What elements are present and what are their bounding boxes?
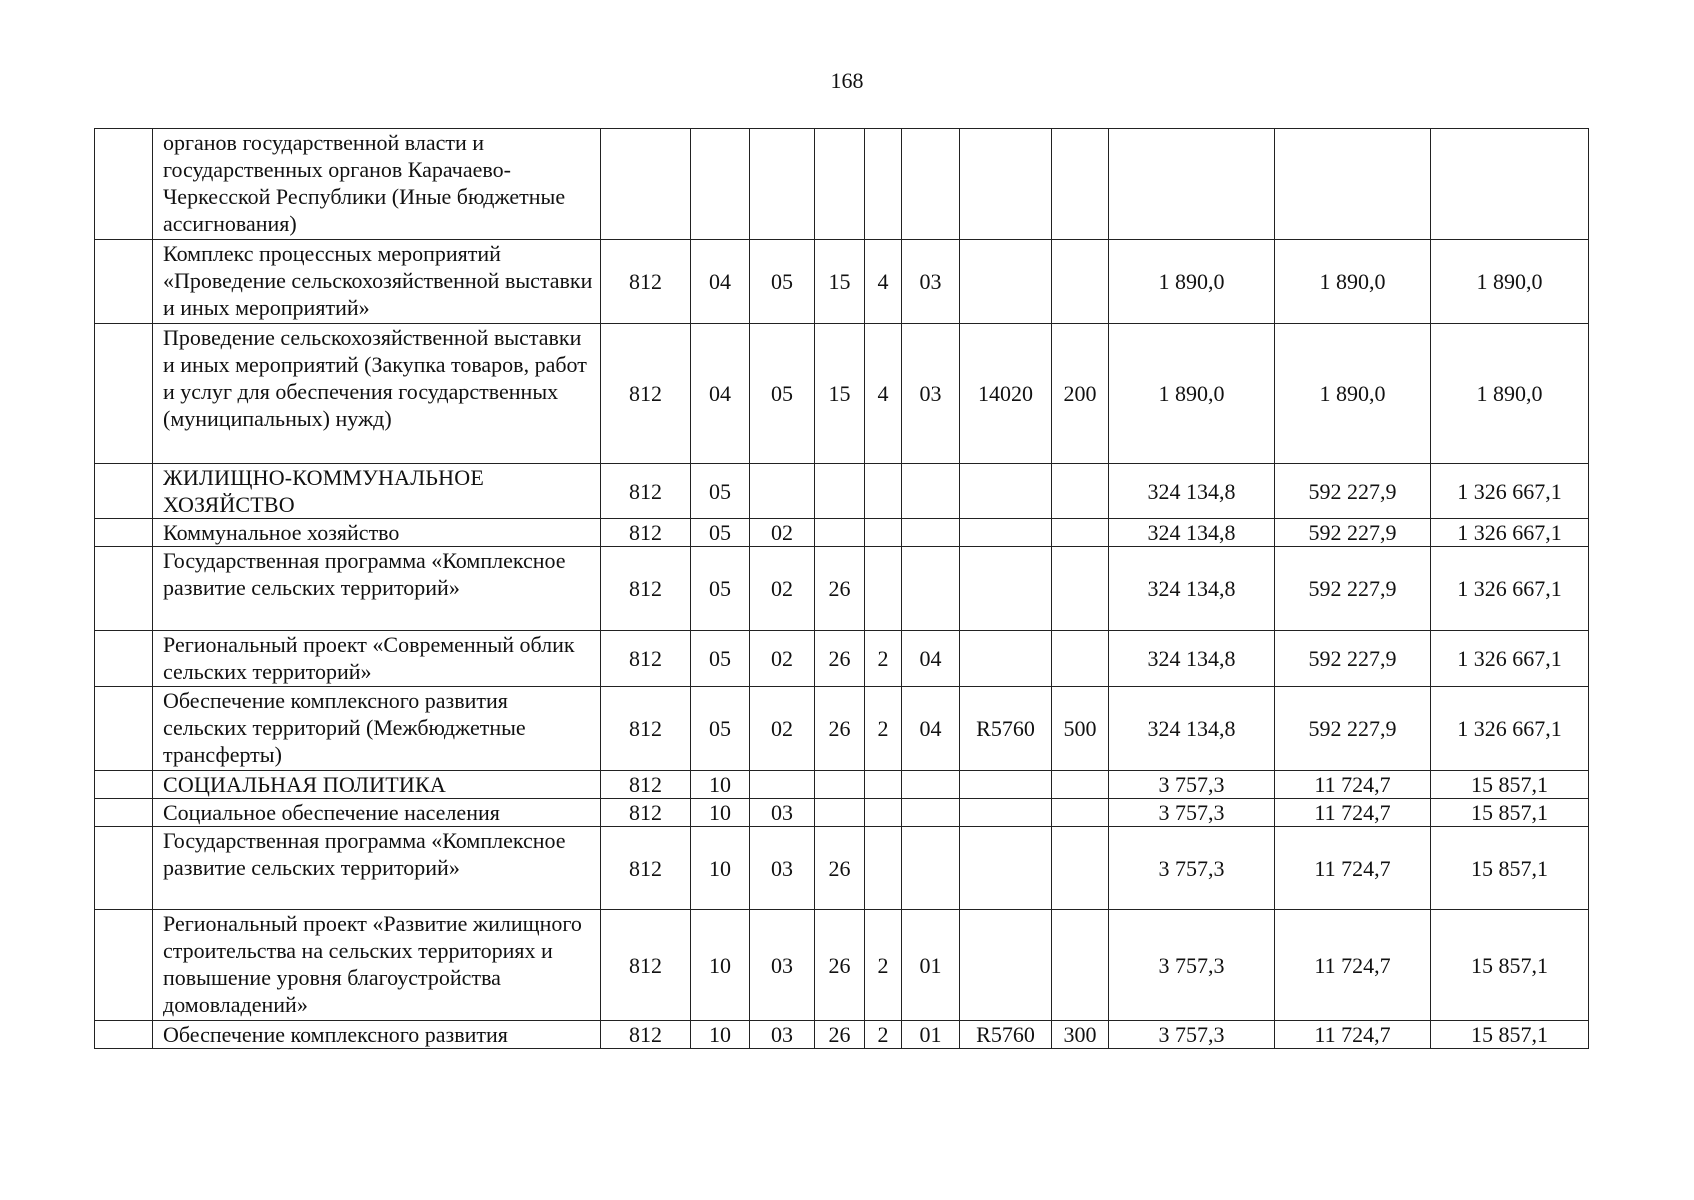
event-code: 04 bbox=[902, 631, 960, 687]
amount-year-3: 1 326 667,1 bbox=[1431, 631, 1589, 687]
program-code: 26 bbox=[815, 631, 865, 687]
amount-year-3: 1 326 667,1 bbox=[1431, 519, 1589, 547]
subsection-code: 05 bbox=[750, 240, 815, 324]
amount-year-2: 592 227,9 bbox=[1275, 547, 1431, 631]
section-code: 10 bbox=[691, 910, 750, 1021]
amount-year-1 bbox=[1109, 129, 1275, 240]
direction-code bbox=[960, 827, 1052, 910]
amount-year-2: 11 724,7 bbox=[1275, 799, 1431, 827]
program-code: 26 bbox=[815, 547, 865, 631]
section-code: 05 bbox=[691, 519, 750, 547]
amount-year-1: 324 134,8 bbox=[1109, 631, 1275, 687]
budget-table bbox=[94, 128, 1589, 1049]
event-code: 01 bbox=[902, 1021, 960, 1049]
subprogram-code bbox=[865, 799, 902, 827]
row-name: Социальное обеспечение населения bbox=[153, 799, 601, 827]
direction-code bbox=[960, 519, 1052, 547]
ministry-code: 812 bbox=[601, 547, 691, 631]
amount-year-1: 3 757,3 bbox=[1109, 910, 1275, 1021]
table-row bbox=[95, 827, 1589, 910]
program-code bbox=[815, 771, 865, 799]
row-name: органов государственной власти и государственных органов Карачаево-Черкесской Республики (Иные бюджетные ассигнования) bbox=[153, 129, 601, 240]
section-code: 05 bbox=[691, 687, 750, 771]
expense-type-code: 200 bbox=[1052, 324, 1109, 464]
program-code bbox=[815, 129, 865, 240]
amount-year-2: 1 890,0 bbox=[1275, 324, 1431, 464]
amount-year-1: 1 890,0 bbox=[1109, 240, 1275, 324]
direction-code: R5760 bbox=[960, 687, 1052, 771]
page-number: 168 bbox=[830, 68, 864, 93]
subsection-code: 03 bbox=[750, 827, 815, 910]
ministry-code: 812 bbox=[601, 464, 691, 519]
section-code: 10 bbox=[691, 1021, 750, 1049]
expense-type-code: 300 bbox=[1052, 1021, 1109, 1049]
direction-code bbox=[960, 240, 1052, 324]
program-code: 26 bbox=[815, 687, 865, 771]
amount-year-2: 11 724,7 bbox=[1275, 1021, 1431, 1049]
table-row bbox=[95, 687, 1589, 771]
table-row bbox=[95, 631, 1589, 687]
amount-year-3: 1 326 667,1 bbox=[1431, 687, 1589, 771]
event-code bbox=[902, 519, 960, 547]
subprogram-code bbox=[865, 771, 902, 799]
row-number-cell bbox=[95, 547, 153, 631]
amount-year-2: 11 724,7 bbox=[1275, 771, 1431, 799]
event-code bbox=[902, 464, 960, 519]
ministry-code: 812 bbox=[601, 240, 691, 324]
event-code bbox=[902, 799, 960, 827]
amount-year-1: 3 757,3 bbox=[1109, 827, 1275, 910]
program-code bbox=[815, 799, 865, 827]
amount-year-3: 1 326 667,1 bbox=[1431, 547, 1589, 631]
amount-year-1: 324 134,8 bbox=[1109, 687, 1275, 771]
ministry-code: 812 bbox=[601, 519, 691, 547]
direction-code bbox=[960, 129, 1052, 240]
row-number-cell bbox=[95, 910, 153, 1021]
amount-year-2: 11 724,7 bbox=[1275, 910, 1431, 1021]
section-code: 10 bbox=[691, 771, 750, 799]
row-number-cell bbox=[95, 240, 153, 324]
expense-type-code: 500 bbox=[1052, 687, 1109, 771]
amount-year-3: 15 857,1 bbox=[1431, 1021, 1589, 1049]
subsection-code: 03 bbox=[750, 1021, 815, 1049]
section-code: 04 bbox=[691, 324, 750, 464]
amount-year-3: 1 890,0 bbox=[1431, 240, 1589, 324]
direction-code bbox=[960, 547, 1052, 631]
expense-type-code bbox=[1052, 910, 1109, 1021]
section-code: 10 bbox=[691, 827, 750, 910]
section-code: 05 bbox=[691, 464, 750, 519]
subprogram-code: 2 bbox=[865, 1021, 902, 1049]
amount-year-3: 15 857,1 bbox=[1431, 910, 1589, 1021]
table-body bbox=[95, 129, 1589, 1049]
ministry-code: 812 bbox=[601, 910, 691, 1021]
amount-year-2: 1 890,0 bbox=[1275, 240, 1431, 324]
subsection-code bbox=[750, 129, 815, 240]
ministry-code: 812 bbox=[601, 631, 691, 687]
program-code: 26 bbox=[815, 827, 865, 910]
row-name: Комплекс процессных мероприятий «Проведение сельскохозяйственной выставки и иных мероприятий» bbox=[153, 240, 601, 324]
event-code: 03 bbox=[902, 324, 960, 464]
subsection-code: 05 bbox=[750, 324, 815, 464]
table-row bbox=[95, 240, 1589, 324]
amount-year-2 bbox=[1275, 129, 1431, 240]
event-code: 01 bbox=[902, 910, 960, 1021]
subsection-code bbox=[750, 464, 815, 519]
event-code bbox=[902, 547, 960, 631]
subprogram-code bbox=[865, 827, 902, 910]
direction-code bbox=[960, 910, 1052, 1021]
amount-year-1: 324 134,8 bbox=[1109, 464, 1275, 519]
subsection-code: 02 bbox=[750, 519, 815, 547]
amount-year-3 bbox=[1431, 129, 1589, 240]
ministry-code: 812 bbox=[601, 687, 691, 771]
row-number-cell bbox=[95, 771, 153, 799]
amount-year-1: 3 757,3 bbox=[1109, 799, 1275, 827]
row-name: СОЦИАЛЬНАЯ ПОЛИТИКА bbox=[153, 771, 601, 799]
subsection-code bbox=[750, 771, 815, 799]
direction-code: 14020 bbox=[960, 324, 1052, 464]
subprogram-code: 2 bbox=[865, 687, 902, 771]
row-number-cell bbox=[95, 129, 153, 240]
row-name: Государственная программа «Комплексное развитие сельских территорий» bbox=[153, 547, 601, 631]
expense-type-code bbox=[1052, 799, 1109, 827]
row-number-cell bbox=[95, 799, 153, 827]
row-name: Обеспечение комплексного развития bbox=[153, 1021, 601, 1049]
direction-code bbox=[960, 464, 1052, 519]
expense-type-code bbox=[1052, 827, 1109, 910]
table-row bbox=[95, 771, 1589, 799]
row-name: Региональный проект «Современный облик сельских территорий» bbox=[153, 631, 601, 687]
program-code: 26 bbox=[815, 910, 865, 1021]
ministry-code: 812 bbox=[601, 324, 691, 464]
direction-code: R5760 bbox=[960, 1021, 1052, 1049]
amount-year-2: 592 227,9 bbox=[1275, 519, 1431, 547]
subprogram-code bbox=[865, 547, 902, 631]
amount-year-2: 11 724,7 bbox=[1275, 827, 1431, 910]
amount-year-3: 1 326 667,1 bbox=[1431, 464, 1589, 519]
subsection-code: 02 bbox=[750, 547, 815, 631]
amount-year-1: 324 134,8 bbox=[1109, 519, 1275, 547]
row-number-cell bbox=[95, 324, 153, 464]
event-code bbox=[902, 129, 960, 240]
row-name: Обеспечение комплексного развития сельских территорий (Межбюджетные трансферты) bbox=[153, 687, 601, 771]
subprogram-code bbox=[865, 464, 902, 519]
row-name: Коммунальное хозяйство bbox=[153, 519, 601, 547]
subsection-code: 02 bbox=[750, 631, 815, 687]
row-name: Региональный проект «Развитие жилищного строительства на сельских территориях и повышение уровня благоустройства домовладений» bbox=[153, 910, 601, 1021]
table-row bbox=[95, 547, 1589, 631]
subprogram-code bbox=[865, 129, 902, 240]
table-row bbox=[95, 1021, 1589, 1049]
expense-type-code bbox=[1052, 129, 1109, 240]
amount-year-1: 3 757,3 bbox=[1109, 771, 1275, 799]
table-row bbox=[95, 464, 1589, 519]
table-row bbox=[95, 324, 1589, 464]
section-code bbox=[691, 129, 750, 240]
amount-year-2: 592 227,9 bbox=[1275, 687, 1431, 771]
expense-type-code bbox=[1052, 519, 1109, 547]
program-code bbox=[815, 519, 865, 547]
amount-year-3: 1 890,0 bbox=[1431, 324, 1589, 464]
subprogram-code: 4 bbox=[865, 324, 902, 464]
section-code: 10 bbox=[691, 799, 750, 827]
row-name: Государственная программа «Комплексное развитие сельских территорий» bbox=[153, 827, 601, 910]
table-row bbox=[95, 519, 1589, 547]
row-name: ЖИЛИЩНО-КОММУНАЛЬНОЕ ХОЗЯЙСТВО bbox=[153, 464, 601, 519]
expense-type-code bbox=[1052, 631, 1109, 687]
subsection-code: 03 bbox=[750, 799, 815, 827]
section-code: 05 bbox=[691, 547, 750, 631]
direction-code bbox=[960, 631, 1052, 687]
row-number-cell bbox=[95, 1021, 153, 1049]
ministry-code: 812 bbox=[601, 1021, 691, 1049]
expense-type-code bbox=[1052, 547, 1109, 631]
subsection-code: 02 bbox=[750, 687, 815, 771]
ministry-code: 812 bbox=[601, 827, 691, 910]
amount-year-1: 324 134,8 bbox=[1109, 547, 1275, 631]
amount-year-1: 3 757,3 bbox=[1109, 1021, 1275, 1049]
amount-year-3: 15 857,1 bbox=[1431, 827, 1589, 910]
program-code: 15 bbox=[815, 324, 865, 464]
ministry-code bbox=[601, 129, 691, 240]
event-code bbox=[902, 771, 960, 799]
subprogram-code: 2 bbox=[865, 631, 902, 687]
direction-code bbox=[960, 799, 1052, 827]
amount-year-3: 15 857,1 bbox=[1431, 799, 1589, 827]
program-code bbox=[815, 464, 865, 519]
ministry-code: 812 bbox=[601, 799, 691, 827]
expense-type-code bbox=[1052, 464, 1109, 519]
table-row bbox=[95, 910, 1589, 1021]
subsection-code: 03 bbox=[750, 910, 815, 1021]
event-code bbox=[902, 827, 960, 910]
row-number-cell bbox=[95, 464, 153, 519]
ministry-code: 812 bbox=[601, 771, 691, 799]
row-name: Проведение сельскохозяйственной выставки и иных мероприятий (Закупка товаров, работ и услуг для обеспечения государственных (муниципальных) нужд) bbox=[153, 324, 601, 464]
row-number-cell bbox=[95, 827, 153, 910]
subprogram-code: 2 bbox=[865, 910, 902, 1021]
amount-year-2: 592 227,9 bbox=[1275, 464, 1431, 519]
program-code: 26 bbox=[815, 1021, 865, 1049]
amount-year-2: 592 227,9 bbox=[1275, 631, 1431, 687]
program-code: 15 bbox=[815, 240, 865, 324]
table-row bbox=[95, 799, 1589, 827]
subprogram-code bbox=[865, 519, 902, 547]
section-code: 05 bbox=[691, 631, 750, 687]
row-number-cell bbox=[95, 687, 153, 771]
direction-code bbox=[960, 771, 1052, 799]
amount-year-3: 15 857,1 bbox=[1431, 771, 1589, 799]
row-number-cell bbox=[95, 631, 153, 687]
table-row bbox=[95, 129, 1589, 240]
event-code: 04 bbox=[902, 687, 960, 771]
expense-type-code bbox=[1052, 771, 1109, 799]
amount-year-1: 1 890,0 bbox=[1109, 324, 1275, 464]
row-number-cell bbox=[95, 519, 153, 547]
expense-type-code bbox=[1052, 240, 1109, 324]
subprogram-code: 4 bbox=[865, 240, 902, 324]
event-code: 03 bbox=[902, 240, 960, 324]
section-code: 04 bbox=[691, 240, 750, 324]
